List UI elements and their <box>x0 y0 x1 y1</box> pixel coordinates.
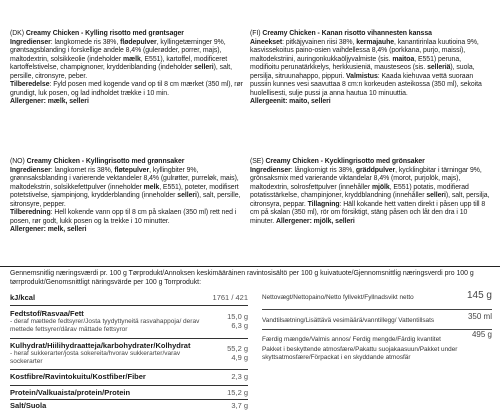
dk-allergens: Allergener: mælk, selleri <box>10 98 89 105</box>
no-heading: (NO) Creamy Chicken - Kyllingrisotto med grønnsaker <box>10 158 185 165</box>
no-allergens: Allergener: melk, selleri <box>10 226 87 233</box>
nutrition-row-protein: Protein/Valkuaista/protein/Protein 15,2 g <box>10 388 248 397</box>
no-ingredients: Ingredienser: langkornet ris 38%, fløtepulver, kyllingbiter 9%, grønnsaksblanding i varierende vektandeler 8,4% (gulrøtter, purreløk, mais), maltodekstrin, solsikkefettpulver (inneholder melk, E551), poteter, modifisert potetstivelse, sjampinjong, krydderblanding (inneholder selleri), salt, persille, sitronsyre, pepper. <box>10 166 241 208</box>
nutrition-intro: Gennemsnitlig næringsværdi pr. 100 g Tørprodukt/Annoksen keskimääräinen ravintosisältö per 100 g kuivatuote/Gjennomsnittlig næringsverdi pro 100 g tørrprodukt/Genomsnittligt näringsvärde per 100 g Torrprodukt: <box>10 270 474 286</box>
dk-section <box>10 30 243 107</box>
no-preparation: Tilberedning: Hell kokende vann opp til 8 cm på skalaen (350 ml) rett ned i posen, rør godt, lukk posen og la trekke i 10 minutter. <box>10 209 237 225</box>
divider <box>262 329 492 330</box>
storage-note: Pakket i beskyttende atmosfære/Pakattu suojakaasuun/Pakket under skyttsatmosfære/Förpackat i en skyddande atmosfär <box>262 346 458 361</box>
ready-amount: Færdig mængde/Valmis annos/ Ferdig mengde/Färdig kvantitet 495 g <box>262 330 492 343</box>
dk-ingredients: Ingredienser: langkornede ris 38%, flødepulver, kyllingetærninger 9%, grøntsagsblanding i forskellige andele 8,4% (gulerødder, porrer, majs), maltodextrin, solsikkeolie (indeholder mælk, E551), kartoffel, modificeret kartoffelstivelse, champignoner, krydderiblanding (indeholder selleri), salt, persille, citronsyre, peber. <box>10 38 233 80</box>
water-addition: Vandtilsætning/Lisättävä vesimäärä/vanntillegg/ Vattentillsats 350 ml <box>262 312 492 324</box>
divider <box>10 369 248 370</box>
nutrition-row-fat: Fedtstof/Rasvaa/Fett 15,0 g - deraf mættede fedtsyrer/Josta tyydyttyneitä rasvahappoja/ derav mettede fettsyrer/därav mättade fettsyror 6,3 g <box>10 309 248 333</box>
divider <box>10 305 248 306</box>
section-divider <box>0 266 500 267</box>
nutrition-row-carbs: Kulhydrat/Hiilihydraatteja/karbohydrater/Kolhydrat 55,2 g - heraf sukkerarter/josta sokereita/hvorav sukkerarter/varav sockerarter 4,9 g <box>10 341 248 365</box>
dk-heading: (DK) Creamy Chicken - Kylling risotto med grøntsager <box>10 30 184 37</box>
nutrition-row-energy: kJ/kcal 1761 / 421 <box>10 293 248 302</box>
divider <box>10 399 248 400</box>
net-weight: Nettovægt/Nettopaino/Netto fyllvekt/Fyllnadsvikt netto 145 g <box>262 290 492 301</box>
fi-allergens: Allergeenit: maito, selleri <box>250 98 331 105</box>
nutrition-row-salt: Salt/Suola 3,7 g <box>10 401 248 410</box>
fi-section <box>250 30 490 107</box>
se-heading: (SE) Creamy Chicken - Kycklingrisotto med grönsaker <box>250 158 425 165</box>
fi-heading: (FI) Creamy Chicken - Kanan risotto vihannesten kanssa <box>250 30 432 37</box>
divider <box>10 385 248 386</box>
divider <box>10 338 248 339</box>
divider <box>262 309 492 310</box>
no-section <box>10 158 243 235</box>
dk-preparation: Tilberedelse: Fyld posen med kogende vand op til 8 cm mærket (350 ml), rør grundigt, luk posen, og lad indholdet trække i 10 min. <box>10 81 243 97</box>
se-section <box>250 158 490 226</box>
fi-ingredients: Aineekset: pitkäjyvainen riisi 38%, kermajauhe, kanantirinlaa kuutioina 9%, kasvissekoitus paino-osien vaihdellessa 8,4% (porkkana, purjo, maissi), maltodekstriini, auringonkukkaöljyvalmiste (sis. maitoa, E551) peruna, modifioitu perunatärkkelys, herkkusieniä, mausteseos (sis. selleriä), suola, persilja, sitruunahappo, pippuri. Valmistus: Kaada kiehuvaa vettä suoraan pussiin kunnes vesi saavuttaa 8 cm:n korkeuden asteikossa (350 ml), sekoita huolellisesti, sulje pussi ja anna hautua 10 minuuttia. <box>250 38 482 97</box>
nutrition-row-fibre: Kostfibre/Ravintokuitu/Kostfiber/Fiber 2,3 g <box>10 372 248 381</box>
se-ingredients: Ingredienser: långkornigt ris 38%, gräddpulver, kycklingbitar i tärningar 9%, grönsaksmix med varierande viktandelar 8,4% (morot, purjolök, majs), maltodextrin, solrosfettpulver (innehåller mjölk, E551) potatis, modifierad potatisstärkelse, champinjoner, kryddblandning (innehåller selleri), salt, persilja, citronsyra, peppar. Tillagning: Häll kokande hett vatten direkt i påsen upp till 8 cm på skalan (350 ml), rör om försiktigt, stäng påsen och låt den dra i 10 minuter. Allergener: mjölk, selleri <box>250 166 490 225</box>
